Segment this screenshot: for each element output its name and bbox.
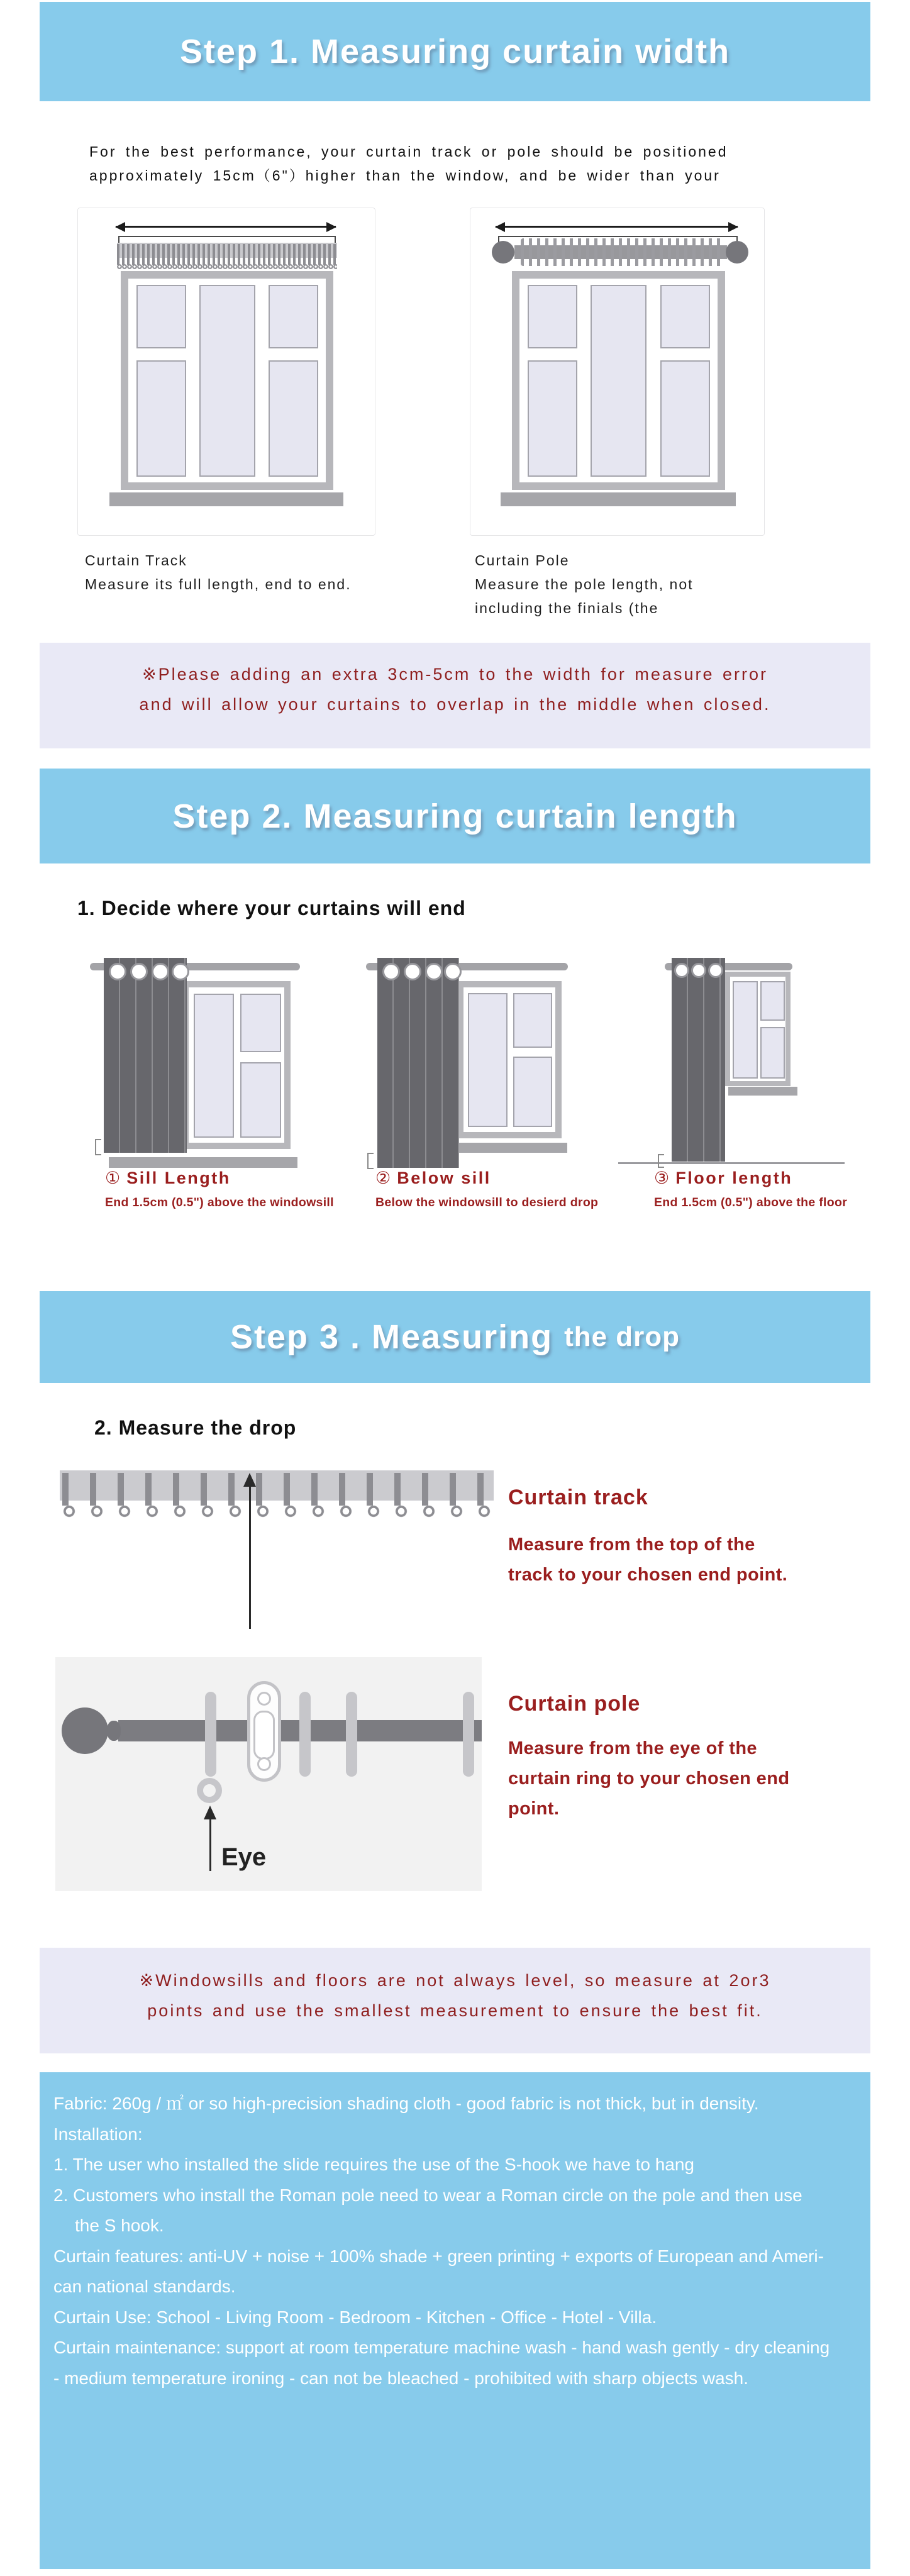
window-pane (199, 285, 255, 477)
window-pane (194, 994, 235, 1138)
window-pane (660, 360, 711, 477)
window-pane (528, 285, 578, 348)
drop-note-line2: points and use the smallest measurement to ensure the best fit. (147, 2001, 763, 2020)
drop-note-line1: ※Windowsills and floors are not always level, so measure at 2or3 (139, 1971, 771, 1990)
track-caption-title: Curtain Track (85, 552, 187, 569)
track-measure-title: Curtain track (508, 1485, 648, 1509)
measure-tick (95, 1139, 101, 1155)
option-name: Floor length (675, 1169, 793, 1187)
grommet (444, 963, 462, 980)
width-note-line2: and will allow your curtains to overlap in the middle when closed. (139, 695, 771, 714)
option-number: ① (105, 1169, 121, 1187)
window-sill (501, 492, 736, 506)
pole-ring (299, 1692, 311, 1777)
window-illustration (182, 981, 291, 1149)
curtain-panel (672, 958, 725, 1162)
pole-measure-desc-line3: point. (508, 1799, 560, 1819)
option-desc: Below the windowsill to desierd drop (375, 1196, 599, 1209)
up-arrow-line (249, 1484, 251, 1629)
grommet (691, 963, 706, 978)
option-desc: End 1.5cm (0.5") above the windowsill (105, 1196, 334, 1209)
step1-banner (40, 2, 870, 101)
width-note-line1: ※Please adding an extra 3cm-5cm to the width for measure error (142, 665, 768, 684)
curtain-panel (377, 958, 459, 1168)
floor-line (618, 1162, 845, 1164)
window-pane (136, 285, 186, 348)
bracket-screw-hole (257, 1757, 271, 1771)
curtain-pole-figure (470, 208, 765, 536)
up-arrow-line (209, 1817, 211, 1871)
option-label (375, 1169, 598, 1188)
detail-line: 2. Customers who install the Roman pole need to wear a Roman circle on the pole and then use (53, 2185, 802, 2205)
step1-intro-paragraph (89, 140, 728, 187)
grommet (404, 963, 421, 980)
curtain-panel (104, 958, 187, 1153)
track-profile-figure (60, 1465, 494, 1635)
option-number: ② (375, 1169, 391, 1187)
step2-banner (40, 769, 870, 863)
step1-banner-title: Step 1. Measuring curtain width (179, 33, 731, 70)
window-pane (513, 993, 552, 1048)
step2-banner-title: Step 2. Measuring curtain length (172, 797, 738, 835)
window-sill (728, 1087, 797, 1096)
track-caption (85, 548, 352, 596)
option-name: Below sill (397, 1169, 491, 1187)
window-pane (733, 981, 757, 1079)
pole-ring (205, 1692, 216, 1777)
window-illustration (725, 972, 791, 1086)
window-illustration (512, 271, 725, 490)
grommet (674, 963, 689, 978)
detail-line: Installation: (53, 2124, 143, 2144)
track-measure-desc-line2: track to your chosen end point. (508, 1565, 788, 1585)
pole-measure-desc-line1: Measure from the eye of the (508, 1738, 757, 1758)
window-pane (240, 994, 281, 1052)
detail-line: 1. The user who installed the slide requires the use of the S-hook we have to hang (53, 2155, 695, 2174)
option-desc: End 1.5cm (0.5") above the floor (654, 1196, 848, 1209)
bracket-screw-hole (257, 1692, 271, 1706)
pole-ring (463, 1692, 474, 1777)
window-pane (660, 285, 711, 348)
curtain-length-option-1 (105, 1169, 334, 1210)
track-hook-loops (62, 1504, 491, 1518)
track-gliders (117, 244, 337, 265)
window-illustration (121, 271, 333, 490)
pole-caption-desc2: including the finials (the (475, 600, 659, 616)
window-pane (591, 285, 646, 477)
floor-length-figure (616, 953, 858, 1189)
option-label (654, 1169, 847, 1188)
pole-finial (62, 1707, 108, 1754)
window-illustration (457, 981, 562, 1138)
pole-caption-title: Curtain Pole (475, 552, 570, 569)
step1-intro-line1: For the best performance, your curtain track or pole should be positioned (89, 143, 728, 160)
curtain-length-option-3 (654, 1169, 847, 1210)
step3-banner (40, 1291, 870, 1383)
measure-tick (658, 1154, 664, 1168)
detail-line: the S hook. (75, 2216, 164, 2235)
step3-heading: 2. Measure the drop (94, 1416, 297, 1439)
window-pane (468, 993, 507, 1127)
grommet (425, 963, 443, 980)
window-pane (513, 1057, 552, 1127)
grommet (708, 963, 723, 978)
detail-line: can national standards. (53, 2277, 236, 2296)
window-pane (528, 360, 578, 477)
window-pane (269, 285, 318, 348)
detail-line: Curtain Use: School - Living Room - Bedroom - Kitchen - Office - Hotel - Villa. (53, 2307, 657, 2327)
pole-measure-desc (508, 1733, 789, 1824)
drop-note-box (40, 1948, 870, 2053)
width-arrow-icon (496, 226, 738, 228)
pole-caption (475, 548, 694, 620)
track-hook-loops (117, 264, 337, 271)
width-note-box (40, 643, 870, 748)
window-pane (240, 1062, 281, 1138)
pole-profile-figure (55, 1657, 482, 1891)
width-arrow-icon (116, 226, 336, 228)
pole-bracket (247, 1681, 281, 1782)
grommet (382, 963, 400, 980)
sill-length-figure (88, 953, 302, 1189)
pole-finial (492, 241, 514, 264)
pole-rings (521, 238, 724, 266)
track-gliders (62, 1473, 491, 1506)
pole-measure-title: Curtain pole (508, 1692, 641, 1716)
window-sill (109, 492, 343, 506)
grommet (172, 963, 189, 980)
pole-measure-desc-line2: curtain ring to your chosen end (508, 1768, 790, 1789)
pole-finial (726, 241, 748, 264)
option-label (105, 1169, 334, 1188)
track-measure-desc (508, 1530, 787, 1590)
bracket-slot (253, 1711, 275, 1760)
curtain-length-option-2 (375, 1169, 598, 1210)
pole-finial-neck (107, 1721, 121, 1741)
window-pane (136, 360, 186, 477)
pole-ring (346, 1692, 357, 1777)
measure-tick (367, 1153, 374, 1169)
ring-eye (197, 1778, 222, 1803)
window-pane (269, 360, 318, 477)
detail-line: - medium temperature ironing - can not be bleached - prohibited with sharp objects wash. (53, 2368, 749, 2388)
grommet (109, 963, 126, 980)
track-caption-desc: Measure its full length, end to end. (85, 576, 352, 592)
window-sill (109, 1157, 297, 1168)
option-number: ③ (654, 1169, 670, 1187)
eye-label: Eye (221, 1843, 267, 1871)
detail-line: Curtain maintenance: support at room temperature machine wash - hand wash gently - dry cleaning (53, 2338, 830, 2357)
window-pane (760, 981, 785, 1021)
pole-caption-desc1: Measure the pole length, not (475, 576, 694, 592)
curtain-track-figure (77, 208, 375, 536)
detail-line: Fabric: 260g / ㎡ or so high-precision shading cloth - good fabric is not thick, but in density. (53, 2094, 759, 2113)
step3-banner-title: Step 3 . Measuring (230, 1318, 553, 1356)
option-name: Sill Length (126, 1169, 231, 1187)
step3-banner-subtitle: the drop (564, 1321, 680, 1352)
detail-line: Curtain features: anti-UV + noise + 100% shade + green printing + exports of European and Ameri- (53, 2246, 824, 2266)
step2-heading: 1. Decide where your curtains will end (77, 897, 466, 919)
step1-intro-line2: approximately 15cm（6"）higher than the window, and be wider than your (89, 167, 721, 184)
window-pane (760, 1027, 785, 1079)
below-sill-figure (363, 953, 571, 1189)
grommet (130, 963, 148, 980)
window-sill (459, 1143, 567, 1153)
grommet (152, 963, 169, 980)
details-panel (40, 2072, 870, 2569)
track-measure-desc-line1: Measure from the top of the (508, 1535, 755, 1555)
